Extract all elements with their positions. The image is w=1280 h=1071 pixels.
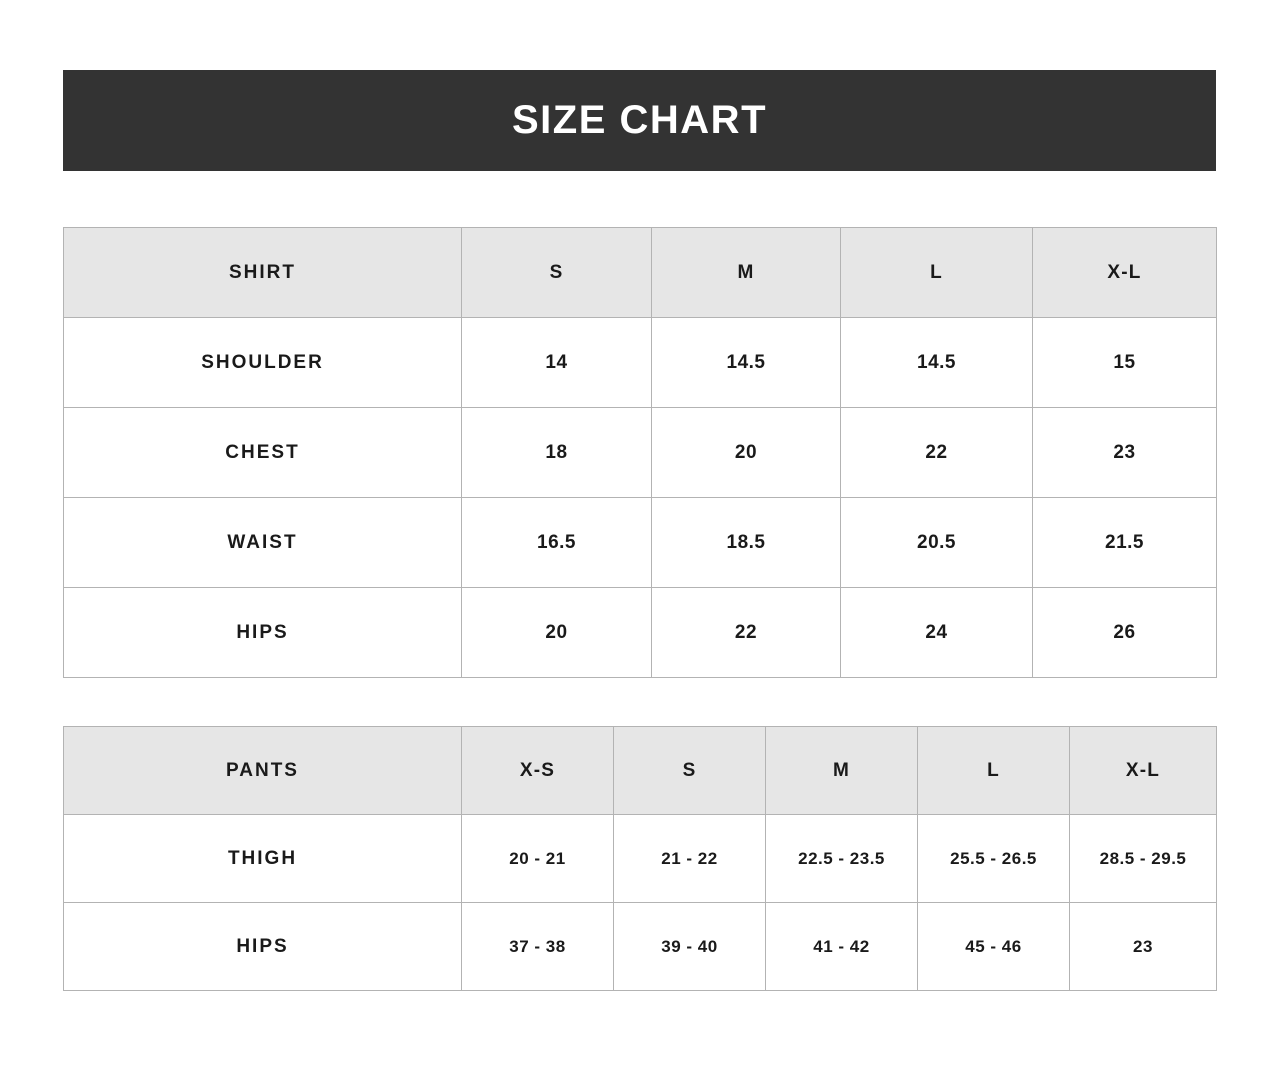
pants-header-size-xs: X-S bbox=[462, 727, 614, 815]
shirt-chest-l: 22 bbox=[841, 408, 1033, 498]
shirt-shoulder-m: 14.5 bbox=[652, 318, 841, 408]
pants-table-header-row bbox=[64, 727, 1217, 815]
pants-thigh-xs: 20 - 21 bbox=[462, 815, 614, 903]
pants-hips-xl: 23 bbox=[1070, 903, 1217, 991]
shirt-chest-m: 20 bbox=[652, 408, 841, 498]
page-title: SIZE CHART bbox=[512, 98, 767, 142]
shirt-shoulder-s: 14 bbox=[462, 318, 652, 408]
pants-header-size-xl: X-L bbox=[1070, 727, 1217, 815]
shirt-shoulder-l: 14.5 bbox=[841, 318, 1033, 408]
page-title-banner bbox=[63, 70, 1216, 171]
table-row bbox=[64, 318, 1217, 408]
shirt-row-label-waist: WAIST bbox=[64, 498, 462, 588]
pants-header-size-m: M bbox=[766, 727, 918, 815]
shirt-header-size-s: S bbox=[462, 228, 652, 318]
shirt-waist-m: 18.5 bbox=[652, 498, 841, 588]
table-row bbox=[64, 588, 1217, 678]
shirt-table-header-row bbox=[64, 228, 1217, 318]
pants-thigh-l: 25.5 - 26.5 bbox=[918, 815, 1070, 903]
shirt-chest-s: 18 bbox=[462, 408, 652, 498]
shirt-waist-l: 20.5 bbox=[841, 498, 1033, 588]
table-row bbox=[64, 408, 1217, 498]
shirt-row-label-hips: HIPS bbox=[64, 588, 462, 678]
shirt-hips-m: 22 bbox=[652, 588, 841, 678]
table-row bbox=[64, 815, 1217, 903]
pants-header-size-l: L bbox=[918, 727, 1070, 815]
shirt-hips-xl: 26 bbox=[1033, 588, 1217, 678]
shirt-header-size-m: M bbox=[652, 228, 841, 318]
table-row bbox=[64, 498, 1217, 588]
shirt-waist-xl: 21.5 bbox=[1033, 498, 1217, 588]
pants-thigh-m: 22.5 - 23.5 bbox=[766, 815, 918, 903]
shirt-header-size-xl: X-L bbox=[1033, 228, 1217, 318]
pants-header-category: PANTS bbox=[64, 727, 462, 815]
shirt-hips-s: 20 bbox=[462, 588, 652, 678]
shirt-size-table bbox=[63, 227, 1217, 678]
pants-header-size-s: S bbox=[614, 727, 766, 815]
pants-thigh-s: 21 - 22 bbox=[614, 815, 766, 903]
shirt-header-category: SHIRT bbox=[64, 228, 462, 318]
pants-hips-s: 39 - 40 bbox=[614, 903, 766, 991]
pants-thigh-xl: 28.5 - 29.5 bbox=[1070, 815, 1217, 903]
shirt-shoulder-xl: 15 bbox=[1033, 318, 1217, 408]
table-row bbox=[64, 903, 1217, 991]
pants-hips-xs: 37 - 38 bbox=[462, 903, 614, 991]
pants-row-label-hips: HIPS bbox=[64, 903, 462, 991]
shirt-chest-xl: 23 bbox=[1033, 408, 1217, 498]
shirt-header-size-l: L bbox=[841, 228, 1033, 318]
shirt-hips-l: 24 bbox=[841, 588, 1033, 678]
pants-hips-l: 45 - 46 bbox=[918, 903, 1070, 991]
shirt-waist-s: 16.5 bbox=[462, 498, 652, 588]
pants-row-label-thigh: THIGH bbox=[64, 815, 462, 903]
pants-hips-m: 41 - 42 bbox=[766, 903, 918, 991]
pants-size-table bbox=[63, 726, 1217, 991]
shirt-row-label-shoulder: SHOULDER bbox=[64, 318, 462, 408]
shirt-row-label-chest: CHEST bbox=[64, 408, 462, 498]
